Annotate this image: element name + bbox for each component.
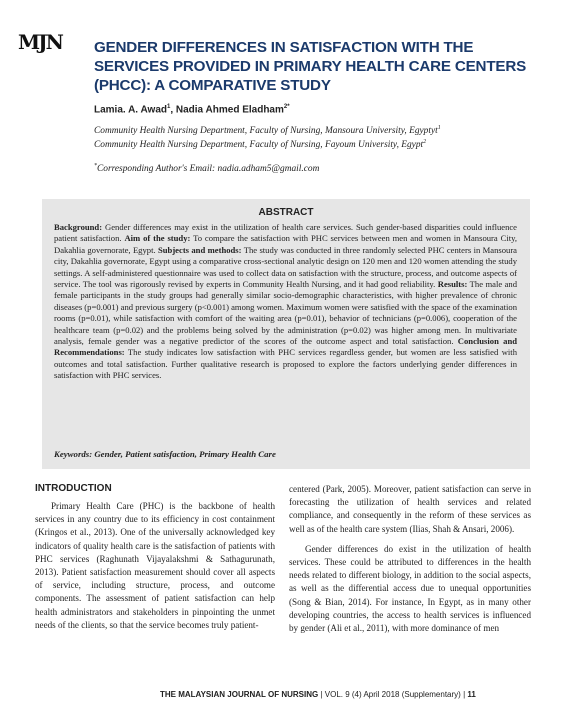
- abstract-text: [54, 222, 517, 382]
- logo-text: MJN: [18, 30, 62, 54]
- author-1-sup: 1: [166, 104, 171, 110]
- subjects-label: Subjects and methods:: [157, 244, 242, 255]
- author-2-sup: 2*: [283, 104, 290, 110]
- intro-right-paragraph-2: Gender differences do exist in the utilization of health services. These could be attributed to differences in the health needs related to different biology, in addition to the social aspects, as well as the differential access due to unequal opportunities (Song & Bian, 2014). For instance, In Egypt, as in many other developing countries, the access to health services is influenced by gender (Ali et al., 2011), with more dominance of men: [289, 543, 531, 634]
- journal-logo: [18, 30, 62, 54]
- intro-right-column: [289, 483, 531, 642]
- background-text: Gender differences may exist in the utilization of health care services. Such gender-based disparities could influence patient satisfaction.: [54, 222, 517, 244]
- author-2: Nadia Ahmed Eladham: [175, 104, 284, 116]
- affiliation-1: [94, 125, 441, 136]
- results-text: The male and female participants in the study groups had generally similar socio-demographic characteristics, with higher prevalence of chronic diseases (p=0.001) and previous surgery (p<0.001) among women. Maximum women were satisfied with the space of the examination rooms (p=0.01), while satisfaction with comfort of the waiting area (p=0.01), behavior of technicians (p=0.006), cooperation of the healthcare team (p=0.02) and the problems being solved by the administration (p=0.02) was higher among men. In multivariate analysis, female gender was a negative predictor of the scores of the outcome aspect and total satisfaction.: [54, 279, 517, 347]
- subjects-text: The study was conducted in three randomly selected PHC centers in Mansoura city, Dakahlia governorate, Egypt using a comparative cross-sectional analytic design on 120 men and 120 women attending the study settings. A self-administered questionnaire was used to collect data on satisfaction with the structure, process, and outcome aspects of service. The tool was rigorously revised by experts in Community Health Nursing, and it had good reliability.: [54, 244, 517, 290]
- footer-sep-1: |: [318, 690, 325, 699]
- author-separator: ,: [170, 104, 176, 116]
- abstract-heading: ABSTRACT: [258, 207, 314, 218]
- page-footer: [160, 690, 476, 699]
- intro-left-column: Primary Health Care (PHC) is the backbone of health services in any country due to its efficiency in cost containment (Kringos et al., 2013). One of the universally acknowledged key indicators of quality health care is the satisfaction of patients with PHC services (Raghunath Vijayalakshmi & Sathagurunath, 2013). Patient satisfaction measurement should cover all aspects of service, including structure, process, and outcome components. The assessment of patient satisfaction can help health administrators and stakeholders in pinpointing the unmet needs of the clients, so that the service becomes truly patient-: [35, 501, 275, 630]
- footer-sep-2: |: [460, 690, 468, 699]
- conclusion-text: The study indicates low satisfaction with PHC services regardless gender, but women are less satisfied with outcomes and total satisfaction. Further qualitative research is proposed to explore the factors underlying gender differences in satisfaction with PHC services.: [54, 347, 517, 381]
- affiliation-2-text: Community Health Nursing Department, Faculty of Nursing, Fayoum University, Egypt: [94, 140, 424, 151]
- corresponding-author: [94, 163, 319, 174]
- authors: [94, 104, 290, 115]
- results-label: Results:: [437, 279, 468, 290]
- page-number: 11: [467, 690, 476, 699]
- affiliation-2-sup: 2: [423, 139, 427, 145]
- corresponding-email: Corresponding Author's Email: nadia.adham5@gmail.com: [97, 164, 320, 175]
- conclusion-label: Conclusion and Recommendations:: [54, 336, 518, 358]
- footer-volume: VOL. 9 (4) April 2018 (Supplementary): [324, 690, 461, 699]
- affiliation-1-text: Community Health Nursing Department, Faculty of Nursing, Mansoura University, Egyptyt: [94, 126, 438, 137]
- corresponding-sup: *: [94, 163, 97, 169]
- keywords: Keywords: Gender, Patient satisfaction, Primary Health Care: [54, 449, 276, 459]
- affiliation-1-sup: 1: [437, 125, 441, 131]
- intro-right-paragraph-1: centered (Park, 2005). Moreover, patient satisfaction can serve in forecasting the utilization of health services and related compliance, and consequently in the reform of these services as well as of the health care system (Ilias, Shah & Ansari, 2006).: [289, 484, 531, 534]
- introduction-heading: INTRODUCTION: [35, 483, 112, 494]
- article-title: GENDER DIFFERENCES IN SATISFACTION WITH THE SERVICES PROVIDED IN PRIMARY HEALTH CARE CENTERS (PHCC): A COMPARATIVE STUDY: [94, 39, 527, 94]
- author-1: Lamia. A. Awad: [94, 104, 167, 116]
- footer-journal: THE MALAYSIAN JOURNAL OF NURSING: [160, 690, 319, 699]
- affiliation-2: [94, 139, 426, 150]
- aim-label: Aim of the study:: [124, 233, 191, 244]
- aim-text: To compare the satisfaction with PHC services between men and women in Mansoura City, Dakahlia governorate, Egypt.: [54, 233, 517, 255]
- background-label: Background:: [54, 222, 103, 232]
